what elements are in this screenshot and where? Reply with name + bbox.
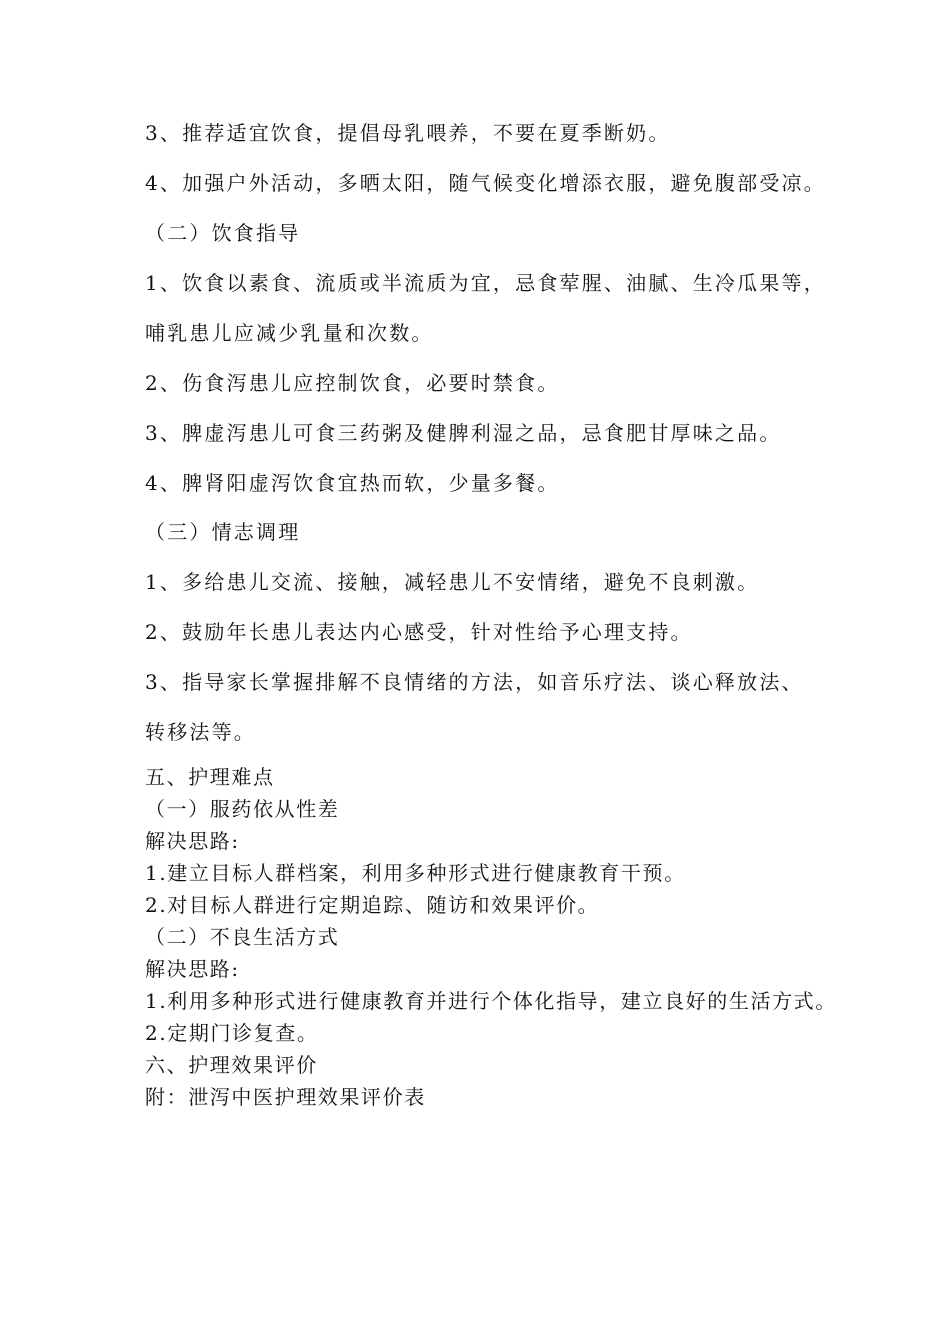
text-line-7: 3、脾虚泻患儿可食三药粥及健脾利湿之品，忌食肥甘厚味之品。 bbox=[145, 421, 782, 445]
solution-label-2: 解决思路: bbox=[145, 957, 240, 981]
section-heading-emotion: （三）情志调理 bbox=[145, 520, 301, 544]
text-line-6: 2、伤食泻患儿应控制饮食，必要时禁食。 bbox=[145, 371, 560, 395]
text-line-12: 3、指导家长掌握排解不良情绪的方法，如音乐疗法、谈心释放法、 bbox=[145, 670, 804, 694]
solution-item-2-2: 2.定期门诊复查。 bbox=[145, 1021, 319, 1045]
appendix-line: 附：泄泻中医护理效果评价表 bbox=[145, 1085, 426, 1109]
section-heading-nursing-difficulties: 五、护理难点 bbox=[145, 765, 275, 789]
text-line-5: 哺乳患儿应减少乳量和次数。 bbox=[145, 321, 434, 345]
section-heading-evaluation: 六、护理效果评价 bbox=[145, 1053, 318, 1077]
subheading-compliance: （一）服药依从性差 bbox=[145, 797, 340, 821]
text-line-4: 1、饮食以素食、流质或半流质为宜，忌食荤腥、油腻、生冷瓜果等， bbox=[145, 271, 826, 295]
text-line-11: 2、鼓励年长患儿表达内心感受，针对性给予心理支持。 bbox=[145, 620, 693, 644]
text-line-8: 4、脾肾阳虚泻饮食宜热而软，少量多餐。 bbox=[145, 471, 560, 495]
solution-item-1-1: 1.建立目标人群档案，利用多种形式进行健康教育干预。 bbox=[145, 861, 686, 885]
solution-item-2-1: 1.利用多种形式进行健康教育并进行个体化指导，建立良好的生活方式。 bbox=[145, 989, 837, 1013]
text-line-13: 转移法等。 bbox=[145, 720, 256, 744]
subheading-lifestyle: （二）不良生活方式 bbox=[145, 925, 340, 949]
text-line-10: 1、多给患儿交流、接触，减轻患儿不安情绪，避免不良刺激。 bbox=[145, 570, 760, 594]
solution-item-1-2: 2.对目标人群进行定期追踪、随访和效果评价。 bbox=[145, 893, 600, 917]
text-line-2: 4、加强户外活动，多晒太阳，随气候变化增添衣服，避免腹部受凉。 bbox=[145, 171, 826, 195]
solution-label-1: 解决思路: bbox=[145, 829, 240, 853]
text-line-1: 3、推荐适宜饮食，提倡母乳喂养，不要在夏季断奶。 bbox=[145, 121, 671, 145]
section-heading-diet: （二）饮食指导 bbox=[145, 221, 301, 245]
